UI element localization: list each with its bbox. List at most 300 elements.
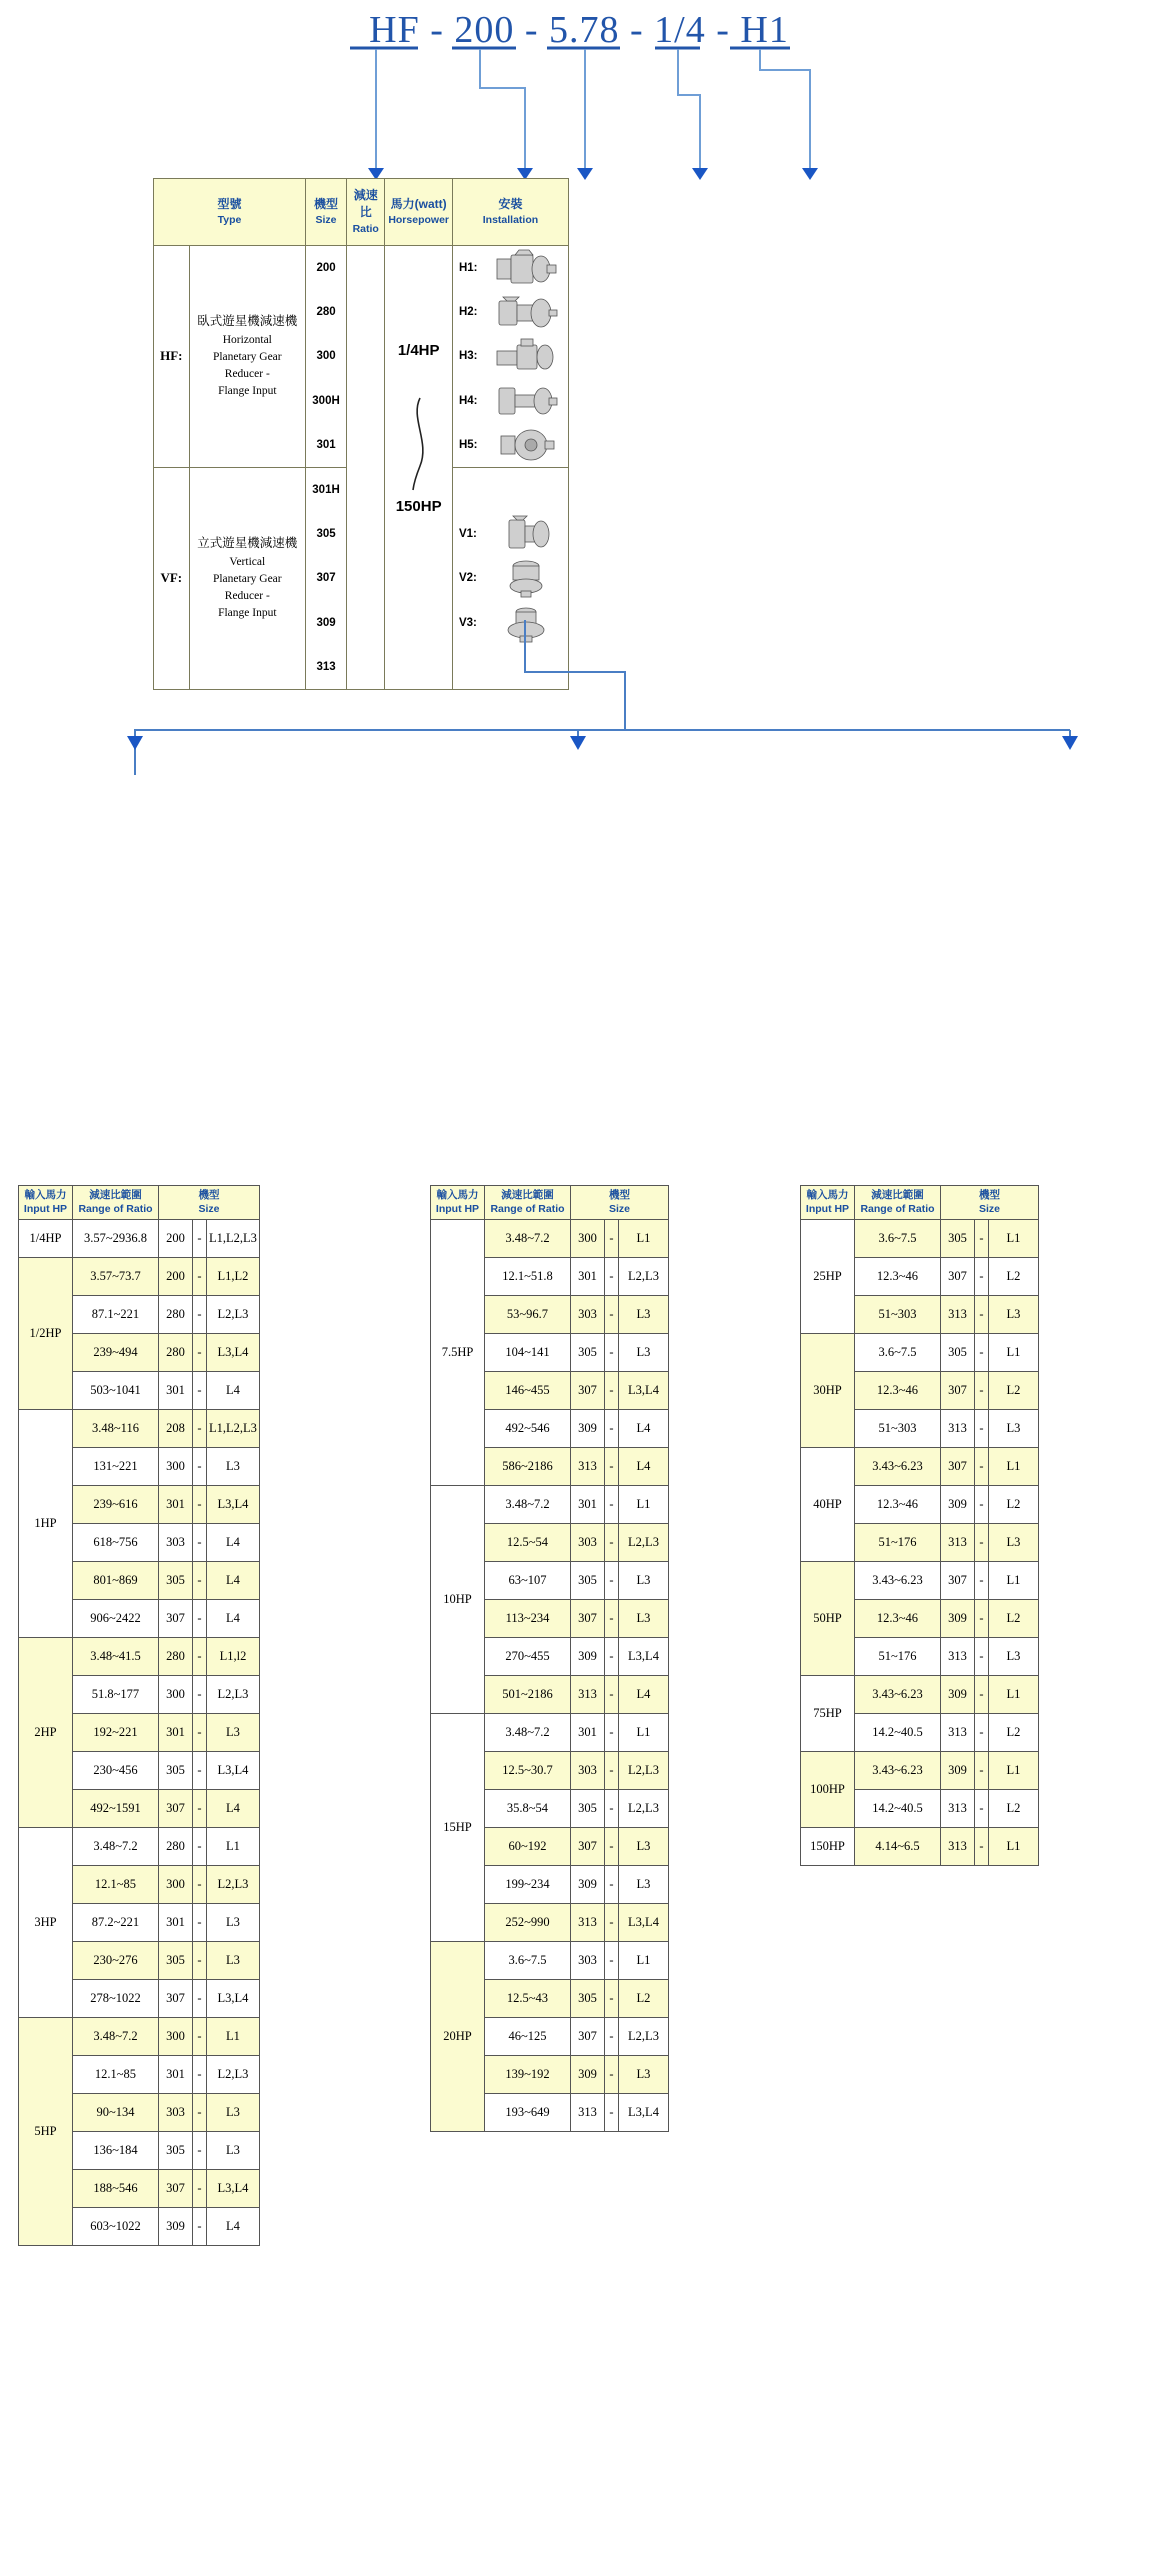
size-cell: 313 bbox=[941, 1524, 975, 1562]
size-cell: 305 bbox=[159, 1752, 193, 1790]
size-cell: 303 bbox=[159, 2094, 193, 2132]
type-desc-hf-en3: Flange Input bbox=[218, 385, 277, 398]
ratio-cell: 492~1591 bbox=[73, 1790, 159, 1828]
ratio-cell: 113~234 bbox=[485, 1600, 571, 1638]
dash-cell: - bbox=[975, 1524, 989, 1562]
model-code-main-table bbox=[153, 178, 569, 690]
dash-cell: - bbox=[193, 1828, 207, 1866]
bottom-connector-lines bbox=[0, 620, 1158, 1180]
gear-stage-cell: L3 bbox=[207, 1942, 260, 1980]
dash-cell: - bbox=[605, 1828, 619, 1866]
size-cell: 309 bbox=[941, 1676, 975, 1714]
header-range-of-ratio: 減速比範圍 Range of Ratio bbox=[855, 1186, 941, 1220]
size-cell: 307 bbox=[571, 1828, 605, 1866]
size-item: 313 bbox=[316, 660, 336, 673]
gear-stage-cell: L1 bbox=[989, 1676, 1039, 1714]
gear-stage-cell: L2,L3 bbox=[619, 2018, 669, 2056]
ratio-cell: 3.43~6.23 bbox=[855, 1676, 941, 1714]
dash-cell: - bbox=[605, 1486, 619, 1524]
dash-cell: - bbox=[193, 2056, 207, 2094]
dash-cell: - bbox=[975, 1676, 989, 1714]
ratio-table-column-1 bbox=[18, 1185, 260, 2246]
gear-stage-cell: L4 bbox=[207, 1562, 260, 1600]
type-desc-vf-en2: Planetary Gear Reducer - bbox=[212, 572, 282, 603]
size-cell: 300 bbox=[159, 1448, 193, 1486]
dash-cell: - bbox=[193, 1410, 207, 1448]
gear-stage-cell: L4 bbox=[207, 1790, 260, 1828]
gearbox-h4-icon bbox=[485, 382, 568, 420]
gear-stage-cell: L3 bbox=[619, 2056, 669, 2094]
table-row bbox=[431, 1220, 669, 1258]
size-cell: 309 bbox=[571, 1638, 605, 1676]
ratio-table-header-row bbox=[801, 1186, 1039, 1220]
dash-cell: - bbox=[605, 1942, 619, 1980]
gear-stage-cell: L1 bbox=[619, 1714, 669, 1752]
size-cell: 305 bbox=[571, 1334, 605, 1372]
table-row bbox=[431, 1486, 669, 1524]
header-model-size: 機型 Size bbox=[571, 1186, 669, 1220]
dash-cell: - bbox=[605, 1410, 619, 1448]
size-item: 305 bbox=[316, 528, 336, 541]
gear-stage-cell: L3,L4 bbox=[619, 1372, 669, 1410]
dash-cell: - bbox=[975, 1752, 989, 1790]
ratio-table-body bbox=[19, 1220, 260, 2246]
gear-stage-cell: L1 bbox=[989, 1562, 1039, 1600]
ratio-table-header-row bbox=[19, 1186, 260, 1220]
size-item: 280 bbox=[316, 306, 336, 319]
size-cell: 307 bbox=[159, 1790, 193, 1828]
dash-cell: - bbox=[193, 2018, 207, 2056]
installation-item bbox=[453, 334, 568, 378]
gearbox-h2-icon bbox=[485, 293, 568, 331]
ratio-cell: 3.43~6.23 bbox=[855, 1752, 941, 1790]
gear-stage-cell: L2 bbox=[989, 1600, 1039, 1638]
ratio-cell: 192~221 bbox=[73, 1714, 159, 1752]
gear-stage-cell: L3 bbox=[989, 1524, 1039, 1562]
gear-stage-cell: L1 bbox=[989, 1828, 1039, 1866]
size-cell: 200 bbox=[159, 1220, 193, 1258]
size-cell: 313 bbox=[941, 1790, 975, 1828]
gear-stage-cell: L1,L2,L3 bbox=[207, 1220, 260, 1258]
size-cell: 280 bbox=[159, 1638, 193, 1676]
ratio-cell: 3.6~7.5 bbox=[855, 1334, 941, 1372]
dash-cell: - bbox=[975, 1486, 989, 1524]
dash-cell: - bbox=[975, 1372, 989, 1410]
input-hp-cell: 3HP bbox=[19, 1828, 73, 2018]
ratio-cell: 492~546 bbox=[485, 1410, 571, 1448]
dash-cell: - bbox=[605, 1524, 619, 1562]
table-row bbox=[19, 2018, 260, 2056]
gear-stage-cell: L3 bbox=[619, 1600, 669, 1638]
gear-stage-cell: L3,L4 bbox=[619, 1904, 669, 1942]
ratio-cell: 51~303 bbox=[855, 1296, 941, 1334]
input-hp-cell: 50HP bbox=[801, 1562, 855, 1676]
gear-stage-cell: L1 bbox=[619, 1942, 669, 1980]
ratio-cell: 12.3~46 bbox=[855, 1258, 941, 1296]
gear-stage-cell: L2 bbox=[989, 1372, 1039, 1410]
size-cell: 301 bbox=[571, 1258, 605, 1296]
gear-stage-cell: L1 bbox=[207, 1828, 260, 1866]
gear-stage-cell: L2,L3 bbox=[207, 1866, 260, 1904]
ratio-cell: 503~1041 bbox=[73, 1372, 159, 1410]
size-cell: 305 bbox=[941, 1220, 975, 1258]
dash-cell: - bbox=[605, 1258, 619, 1296]
ratio-cell: 230~456 bbox=[73, 1752, 159, 1790]
size-cell: 313 bbox=[941, 1828, 975, 1866]
input-hp-cell: 150HP bbox=[801, 1828, 855, 1866]
ratio-cell: 801~869 bbox=[73, 1562, 159, 1600]
ratio-cell: 618~756 bbox=[73, 1524, 159, 1562]
gearbox-v2-icon bbox=[485, 558, 568, 598]
main-table-body-row-horizontal bbox=[154, 246, 569, 468]
size-cell: 313 bbox=[571, 2094, 605, 2132]
ratio-cell: 12.3~46 bbox=[855, 1486, 941, 1524]
size-cell: 305 bbox=[571, 1790, 605, 1828]
dash-cell: - bbox=[975, 1600, 989, 1638]
installation-label: H3: bbox=[458, 350, 478, 363]
top-connector-lines bbox=[0, 0, 1158, 180]
header-model-size: 機型 Size bbox=[941, 1186, 1039, 1220]
dash-cell: - bbox=[605, 1448, 619, 1486]
size-item: 300H bbox=[312, 394, 340, 407]
ratio-cell: 3.6~7.5 bbox=[855, 1220, 941, 1258]
gear-stage-cell: L1 bbox=[619, 1486, 669, 1524]
gear-stage-cell: L2 bbox=[619, 1980, 669, 2018]
size-cell: 305 bbox=[159, 1942, 193, 1980]
size-list-top bbox=[306, 246, 347, 468]
ratio-cell: 51~176 bbox=[855, 1524, 941, 1562]
ratio-cell: 3.48~7.2 bbox=[73, 1828, 159, 1866]
gear-stage-cell: L4 bbox=[619, 1676, 669, 1714]
table-row bbox=[19, 1258, 260, 1296]
gear-stage-cell: L4 bbox=[207, 1372, 260, 1410]
dash-cell: - bbox=[605, 1676, 619, 1714]
ratio-cell: 193~649 bbox=[485, 2094, 571, 2132]
installation-label: H4: bbox=[458, 394, 478, 407]
ratio-cell: 51~303 bbox=[855, 1410, 941, 1448]
dash-cell: - bbox=[605, 2094, 619, 2132]
ratio-cell: 3.57~73.7 bbox=[73, 1258, 159, 1296]
input-hp-cell: 15HP bbox=[431, 1714, 485, 1942]
size-item: 301H bbox=[312, 483, 340, 496]
ratio-cell: 51~176 bbox=[855, 1638, 941, 1676]
dash-cell: - bbox=[975, 1828, 989, 1866]
installation-label: H1: bbox=[458, 262, 478, 275]
ratio-cell: 3.43~6.23 bbox=[855, 1562, 941, 1600]
header-input-hp: 輸入馬力 Input HP bbox=[431, 1186, 485, 1220]
dash-cell: - bbox=[193, 2208, 207, 2246]
table-row bbox=[19, 1638, 260, 1676]
dash-cell: - bbox=[193, 1524, 207, 1562]
gear-stage-cell: L2,L3 bbox=[207, 1296, 260, 1334]
gearbox-h1-icon bbox=[485, 249, 568, 287]
dash-cell: - bbox=[193, 1258, 207, 1296]
installation-label: V3: bbox=[458, 616, 477, 629]
table-row bbox=[801, 1752, 1039, 1790]
size-cell: 305 bbox=[571, 1980, 605, 2018]
ratio-cell: 3.48~7.2 bbox=[485, 1714, 571, 1752]
header-ratio: 減速比 Ratio bbox=[347, 179, 385, 246]
ratio-cell: 131~221 bbox=[73, 1448, 159, 1486]
size-cell: 280 bbox=[159, 1296, 193, 1334]
size-cell: 307 bbox=[941, 1372, 975, 1410]
input-hp-cell: 100HP bbox=[801, 1752, 855, 1828]
input-hp-cell: 2HP bbox=[19, 1638, 73, 1828]
header-size: 機型 Size bbox=[306, 179, 347, 246]
gear-stage-cell: L3 bbox=[207, 2094, 260, 2132]
table-row bbox=[801, 1448, 1039, 1486]
ratio-cell: 3.48~116 bbox=[73, 1410, 159, 1448]
ratio-table-column-3 bbox=[800, 1185, 1039, 1866]
installation-item bbox=[453, 379, 568, 423]
size-cell: 301 bbox=[571, 1486, 605, 1524]
size-cell: 309 bbox=[941, 1752, 975, 1790]
size-item: 301 bbox=[316, 438, 336, 451]
gearbox-h3-icon bbox=[485, 337, 568, 375]
size-cell: 280 bbox=[159, 1828, 193, 1866]
gearbox-v1-icon bbox=[485, 514, 568, 554]
gear-stage-cell: L3 bbox=[207, 2132, 260, 2170]
table-row bbox=[801, 1334, 1039, 1372]
ratio-cell: 3.43~6.23 bbox=[855, 1448, 941, 1486]
dash-cell: - bbox=[975, 1714, 989, 1752]
input-hp-cell: 75HP bbox=[801, 1676, 855, 1752]
size-cell: 301 bbox=[159, 1904, 193, 1942]
input-hp-cell: 30HP bbox=[801, 1334, 855, 1448]
ratio-cell: 239~494 bbox=[73, 1334, 159, 1372]
size-cell: 307 bbox=[941, 1562, 975, 1600]
gear-stage-cell: L3 bbox=[619, 1866, 669, 1904]
gear-stage-cell: L3,L4 bbox=[207, 1486, 260, 1524]
dash-cell: - bbox=[975, 1258, 989, 1296]
input-hp-cell: 1/2HP bbox=[19, 1258, 73, 1410]
horsepower-min: 1/4HP bbox=[397, 342, 440, 359]
ratio-cell: 146~455 bbox=[485, 1372, 571, 1410]
ratio-cell: 12.3~46 bbox=[855, 1372, 941, 1410]
size-cell: 307 bbox=[941, 1258, 975, 1296]
ratio-cell: 270~455 bbox=[485, 1638, 571, 1676]
horsepower-max: 150HP bbox=[395, 498, 442, 515]
ratio-cell: 35.8~54 bbox=[485, 1790, 571, 1828]
size-cell: 313 bbox=[571, 1448, 605, 1486]
dash-cell: - bbox=[193, 2132, 207, 2170]
size-cell: 208 bbox=[159, 1410, 193, 1448]
header-range-of-ratio: 減速比範圍 Range of Ratio bbox=[73, 1186, 159, 1220]
gear-stage-cell: L4 bbox=[619, 1410, 669, 1448]
main-table-header-row bbox=[154, 179, 569, 246]
ratio-cell: 278~1022 bbox=[73, 1980, 159, 2018]
dash-cell: - bbox=[605, 1296, 619, 1334]
input-hp-cell: 7.5HP bbox=[431, 1220, 485, 1486]
ratio-cell: 3.48~41.5 bbox=[73, 1638, 159, 1676]
dash-cell: - bbox=[193, 2094, 207, 2132]
size-cell: 313 bbox=[941, 1638, 975, 1676]
ratio-cell: 12.1~51.8 bbox=[485, 1258, 571, 1296]
page-title: HF - 200 - 5.78 - 1/4 - H1 bbox=[369, 9, 789, 51]
dash-cell: - bbox=[193, 1372, 207, 1410]
gear-stage-cell: L1,L2,L3 bbox=[207, 1410, 260, 1448]
table-row bbox=[431, 1714, 669, 1752]
size-cell: 307 bbox=[159, 2170, 193, 2208]
ratio-cell: 14.2~40.5 bbox=[855, 1714, 941, 1752]
input-hp-cell: 5HP bbox=[19, 2018, 73, 2246]
ratio-cell: 12.3~46 bbox=[855, 1600, 941, 1638]
gearbox-h5-icon bbox=[485, 426, 568, 464]
ratio-cell: 53~96.7 bbox=[485, 1296, 571, 1334]
size-cell: 280 bbox=[159, 1334, 193, 1372]
installation-item bbox=[453, 246, 568, 290]
size-cell: 300 bbox=[571, 1220, 605, 1258]
gear-stage-cell: L4 bbox=[207, 1524, 260, 1562]
gear-stage-cell: L1,l2 bbox=[207, 1638, 260, 1676]
gear-stage-cell: L2 bbox=[989, 1714, 1039, 1752]
gear-stage-cell: L2,L3 bbox=[619, 1790, 669, 1828]
type-desc-hf bbox=[189, 246, 305, 468]
header-installation: 安裝 Installation bbox=[452, 179, 568, 246]
dash-cell: - bbox=[193, 1752, 207, 1790]
gear-stage-cell: L3 bbox=[989, 1410, 1039, 1448]
size-cell: 307 bbox=[941, 1448, 975, 1486]
type-desc-vf-en1: Vertical bbox=[229, 555, 266, 568]
dash-cell: - bbox=[975, 1410, 989, 1448]
dash-cell: - bbox=[605, 1752, 619, 1790]
header-model-size: 機型 Size bbox=[159, 1186, 260, 1220]
input-hp-cell: 25HP bbox=[801, 1220, 855, 1334]
size-cell: 307 bbox=[159, 1600, 193, 1638]
type-desc-hf-cn: 臥式遊星機減速機 bbox=[197, 314, 298, 329]
dash-cell: - bbox=[193, 1486, 207, 1524]
dash-cell: - bbox=[605, 1600, 619, 1638]
dash-cell: - bbox=[193, 1790, 207, 1828]
ratio-cell: 603~1022 bbox=[73, 2208, 159, 2246]
size-cell: 307 bbox=[571, 1372, 605, 1410]
header-range-of-ratio: 減速比範圍 Range of Ratio bbox=[485, 1186, 571, 1220]
ratio-cell: 188~546 bbox=[73, 2170, 159, 2208]
ratio-cell: 51.8~177 bbox=[73, 1676, 159, 1714]
installation-label: H2: bbox=[458, 306, 478, 319]
ratio-cell: 104~141 bbox=[485, 1334, 571, 1372]
gear-stage-cell: L1,L2 bbox=[207, 1258, 260, 1296]
gear-stage-cell: L3 bbox=[619, 1828, 669, 1866]
size-cell: 313 bbox=[941, 1410, 975, 1448]
gear-stage-cell: L2 bbox=[989, 1258, 1039, 1296]
range-brace-icon bbox=[404, 396, 434, 492]
size-item: 309 bbox=[316, 616, 336, 629]
ratio-cell: 3.57~2936.8 bbox=[73, 1220, 159, 1258]
table-row bbox=[801, 1220, 1039, 1258]
ratio-cell: 586~2186 bbox=[485, 1448, 571, 1486]
size-cell: 307 bbox=[159, 1980, 193, 2018]
dash-cell: - bbox=[193, 1562, 207, 1600]
gear-stage-cell: L3 bbox=[207, 1448, 260, 1486]
size-cell: 303 bbox=[159, 1524, 193, 1562]
size-cell: 200 bbox=[159, 1258, 193, 1296]
gear-stage-cell: L2,L3 bbox=[619, 1752, 669, 1790]
table-row bbox=[19, 1410, 260, 1448]
dash-cell: - bbox=[605, 1980, 619, 2018]
size-cell: 300 bbox=[159, 1676, 193, 1714]
size-item: 307 bbox=[316, 572, 336, 585]
ratio-cell: 12.5~54 bbox=[485, 1524, 571, 1562]
gear-stage-cell: L3 bbox=[207, 1714, 260, 1752]
dash-cell: - bbox=[975, 1562, 989, 1600]
size-cell: 305 bbox=[941, 1334, 975, 1372]
type-desc-hf-en1: Horizontal bbox=[222, 333, 272, 346]
table-row bbox=[801, 1676, 1039, 1714]
header-type: 型號 Type bbox=[154, 179, 306, 246]
ratio-cell: 46~125 bbox=[485, 2018, 571, 2056]
input-hp-cell: 40HP bbox=[801, 1448, 855, 1562]
gear-stage-cell: L2,L3 bbox=[619, 1524, 669, 1562]
dash-cell: - bbox=[975, 1790, 989, 1828]
size-cell: 313 bbox=[571, 1904, 605, 1942]
header-horsepower: 馬力(watt) Horsepower bbox=[385, 179, 453, 246]
dash-cell: - bbox=[605, 1714, 619, 1752]
ratio-cell: 4.14~6.5 bbox=[855, 1828, 941, 1866]
dash-cell: - bbox=[975, 1334, 989, 1372]
dash-cell: - bbox=[975, 1638, 989, 1676]
size-cell: 313 bbox=[571, 1676, 605, 1714]
gear-stage-cell: L3,L4 bbox=[619, 2094, 669, 2132]
gear-stage-cell: L3 bbox=[989, 1296, 1039, 1334]
ratio-cell: 12.5~43 bbox=[485, 1980, 571, 2018]
ratio-cell: 3.48~7.2 bbox=[73, 2018, 159, 2056]
gear-stage-cell: L2 bbox=[989, 1790, 1039, 1828]
ratio-cell: 501~2186 bbox=[485, 1676, 571, 1714]
size-cell: 313 bbox=[941, 1714, 975, 1752]
gear-stage-cell: L1 bbox=[989, 1220, 1039, 1258]
gear-stage-cell: L3 bbox=[207, 1904, 260, 1942]
input-hp-cell: 10HP bbox=[431, 1486, 485, 1714]
installation-list-horizontal bbox=[452, 246, 568, 468]
ratio-cell: 3.48~7.2 bbox=[485, 1220, 571, 1258]
size-cell: 309 bbox=[159, 2208, 193, 2246]
gear-stage-cell: L3 bbox=[619, 1562, 669, 1600]
type-code-hf: HF: bbox=[154, 246, 190, 468]
ratio-cell: 14.2~40.5 bbox=[855, 1790, 941, 1828]
size-cell: 303 bbox=[571, 1752, 605, 1790]
installation-item bbox=[453, 556, 568, 600]
ratio-cell: 3.6~7.5 bbox=[485, 1942, 571, 1980]
header-input-hp: 輸入馬力 Input HP bbox=[801, 1186, 855, 1220]
dash-cell: - bbox=[193, 2170, 207, 2208]
ratio-cell: 87.1~221 bbox=[73, 1296, 159, 1334]
ratio-cell: 239~616 bbox=[73, 1486, 159, 1524]
size-cell: 309 bbox=[941, 1600, 975, 1638]
ratio-cell: 136~184 bbox=[73, 2132, 159, 2170]
gear-stage-cell: L1 bbox=[619, 1220, 669, 1258]
ratio-cell: 12.1~85 bbox=[73, 1866, 159, 1904]
gear-stage-cell: L2,L3 bbox=[207, 2056, 260, 2094]
ratio-cell: 139~192 bbox=[485, 2056, 571, 2094]
size-cell: 301 bbox=[159, 1714, 193, 1752]
dash-cell: - bbox=[193, 1296, 207, 1334]
gear-stage-cell: L2,L3 bbox=[207, 1676, 260, 1714]
installation-label: V2: bbox=[458, 572, 477, 585]
ratio-cell: 12.5~30.7 bbox=[485, 1752, 571, 1790]
gear-stage-cell: L3 bbox=[989, 1638, 1039, 1676]
size-cell: 300 bbox=[159, 2018, 193, 2056]
size-cell: 303 bbox=[571, 1296, 605, 1334]
size-item: 300 bbox=[316, 350, 336, 363]
gear-stage-cell: L3,L4 bbox=[207, 1980, 260, 2018]
dash-cell: - bbox=[605, 2018, 619, 2056]
ratio-table-column-2 bbox=[430, 1185, 669, 2132]
size-cell: 305 bbox=[159, 1562, 193, 1600]
table-row bbox=[19, 1828, 260, 1866]
ratio-cell: 3.48~7.2 bbox=[485, 1486, 571, 1524]
installation-label: V1: bbox=[458, 528, 477, 541]
